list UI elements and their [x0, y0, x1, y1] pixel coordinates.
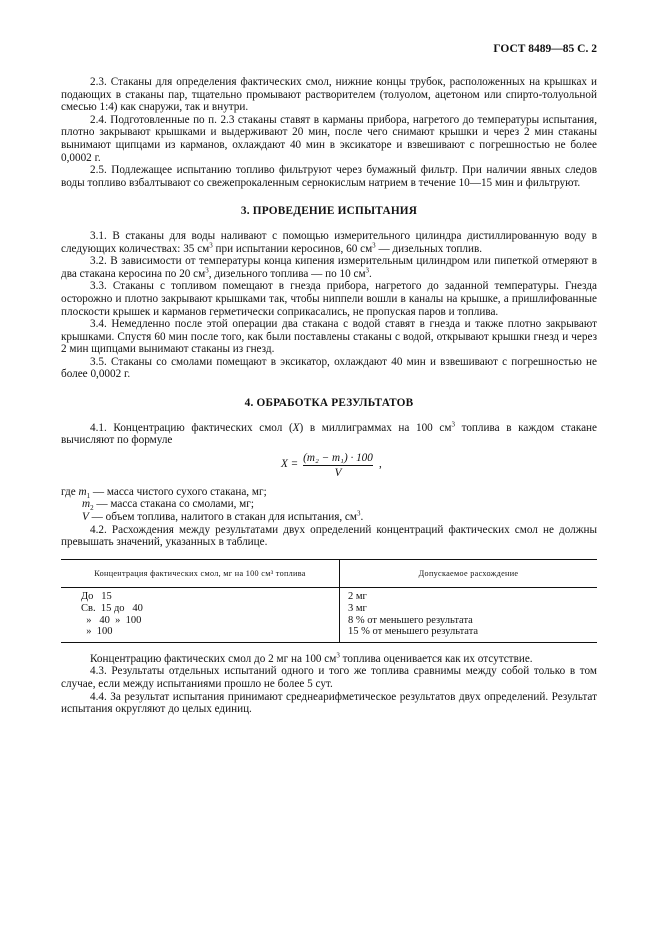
- document-body: [61, 76, 597, 716]
- table-cell-discrepancy: 2 мг 3 мг 8 % от меньшего результата 15 % от меньшего результата: [340, 588, 598, 642]
- formula-definitions: [61, 486, 597, 524]
- paragraph-3-2: 3.2. В зависимости от температуры конца кипения измерительным цилиндром или пипеткой отмеряют в два стакана керосина по 20 $см^3$, дизельного топлива — по 10 $см^3$.: [61, 255, 597, 280]
- paragraph-4-1: 4.1. Концентрацию фактических смол (X) в миллиграммах на 100 $см^3$ топлива в каждом стакане вычисляют по формуле: [61, 419, 598, 447]
- formula-lhs: X =: [281, 457, 299, 470]
- table-header-discrepancy: Допускаемое расхождение: [340, 559, 598, 588]
- formula-denominator: V: [334, 467, 342, 480]
- definition-v: V — объем топлива, налитого в стакан для испытания, $см^3$.: [82, 509, 364, 524]
- table-header-row: [61, 559, 597, 588]
- paragraph-4-2: 4.2. Расхождения между результатами двух определений концентраций фактических смол не должны превышать значений, указанных в таблице.: [61, 523, 597, 549]
- paragraph-2-5: 2.5. Подлежащее испытанию топливо фильтруют через бумажный фильтр. При наличии явных следов воды топливо взбалтывают со свежепрокаленным сернокислым натрием в течение 10—15 мин и фильтруют.: [61, 164, 597, 189]
- table-row: [61, 588, 597, 642]
- page-header: ГОСТ 8489—85 С. 2: [493, 43, 597, 55]
- paragraph-4-4: 4.4. За результат испытания принимают среднеарифметическое результатов двух определений. Результат испытания округляют до целых единиц.: [61, 690, 597, 716]
- paragraph-after-table: Концентрацию фактических смол до 2 мг на 100 $см^3$ топлива оценивается как их отсутствие.: [90, 651, 533, 665]
- section-4-heading: 4. ОБРАБОТКА РЕЗУЛЬТАТОВ: [244, 397, 414, 410]
- formula-numerator: (m₂ − m₁) · 100: [303, 452, 373, 467]
- table-header-concentration: Концентрация фактических смол, мг на 100 см³ топлива: [61, 559, 340, 588]
- definition-m1: где $m_1$ — масса чистого сухого стакана, мг;: [61, 485, 267, 501]
- paragraph-4-3: 4.3. Результаты отдельных испытаний одного и того же топлива сравнимы между собой только в том случае, если между испытаниями прошло не более 5 сут.: [61, 665, 597, 690]
- paragraph-3-1: 3.1. В стаканы для воды наливают с помощью измерительного цилиндра дистиллированную воду в следующих количествах: 35 $см^3$ при испытании керосинов, 60 $см^3$ — дизельных топлив.: [61, 229, 597, 255]
- paragraph-3-3: 3.3. Стаканы с топливом помещают в гнезда прибора, нагретого до заданной температуры. Гнезда осторожно и плотно закрывают крышками так, чтобы ниппели вошли в каналы на крышке, а пришлифованные плоскости крышек и карманов герметически соприкасались, не пропуская паров и топлива.: [61, 280, 597, 318]
- section-3-heading: 3. ПРОВЕДЕНИЕ ИСПЫТАНИЯ: [240, 205, 418, 218]
- formula-comma: ,: [379, 457, 382, 470]
- paragraph-3-5: 3.5. Стаканы со смолами помещают в эксикатор, охлаждают 40 мин и взвешивают с погрешностью не более 0,0002 г.: [61, 355, 597, 381]
- paragraph-3-4: 3.4. Немедленно после этой операции два стакана с водой ставят в гнезда и также плотно закрывают крышками. Спустя 60 мин после того, как были поставлены стаканы с водой, открывают крышки гнезд и через 2 мин щипцами вынимают стаканы из гнезд.: [61, 318, 597, 356]
- formula-fraction: [303, 452, 373, 480]
- concentration-formula: [281, 452, 597, 478]
- definition-m2: $m_2$ — масса стакана со смолами, мг;: [82, 498, 254, 513]
- table-cell-concentration: До 15 Св. 15 до 40 » 40 » 100 » 100: [61, 588, 340, 642]
- discrepancy-table: [61, 559, 597, 643]
- paragraph-2-4: 2.4. Подготовленные по п. 2.3 стаканы ставят в карманы прибора, нагретого до температуры испытания, плотно закрывают крышками и выдерживают 20 мин, после чего снимают крышки и через 2 мин стаканы вынимают щипцами из карманов, охлаждают 40 мин в эксикаторе и взвешивают с погрешностью не более 0,0002 г.: [61, 113, 597, 164]
- paragraph-2-3: 2.3. Стаканы для определения фактических смол, нижние концы трубок, расположенных на крышках и подающих в стаканы пар, тщательно промывают растворителем (толуолом, ацетоном или спирто-толуольной смесью 1:4) как снаружи, так и внутри.: [61, 76, 597, 114]
